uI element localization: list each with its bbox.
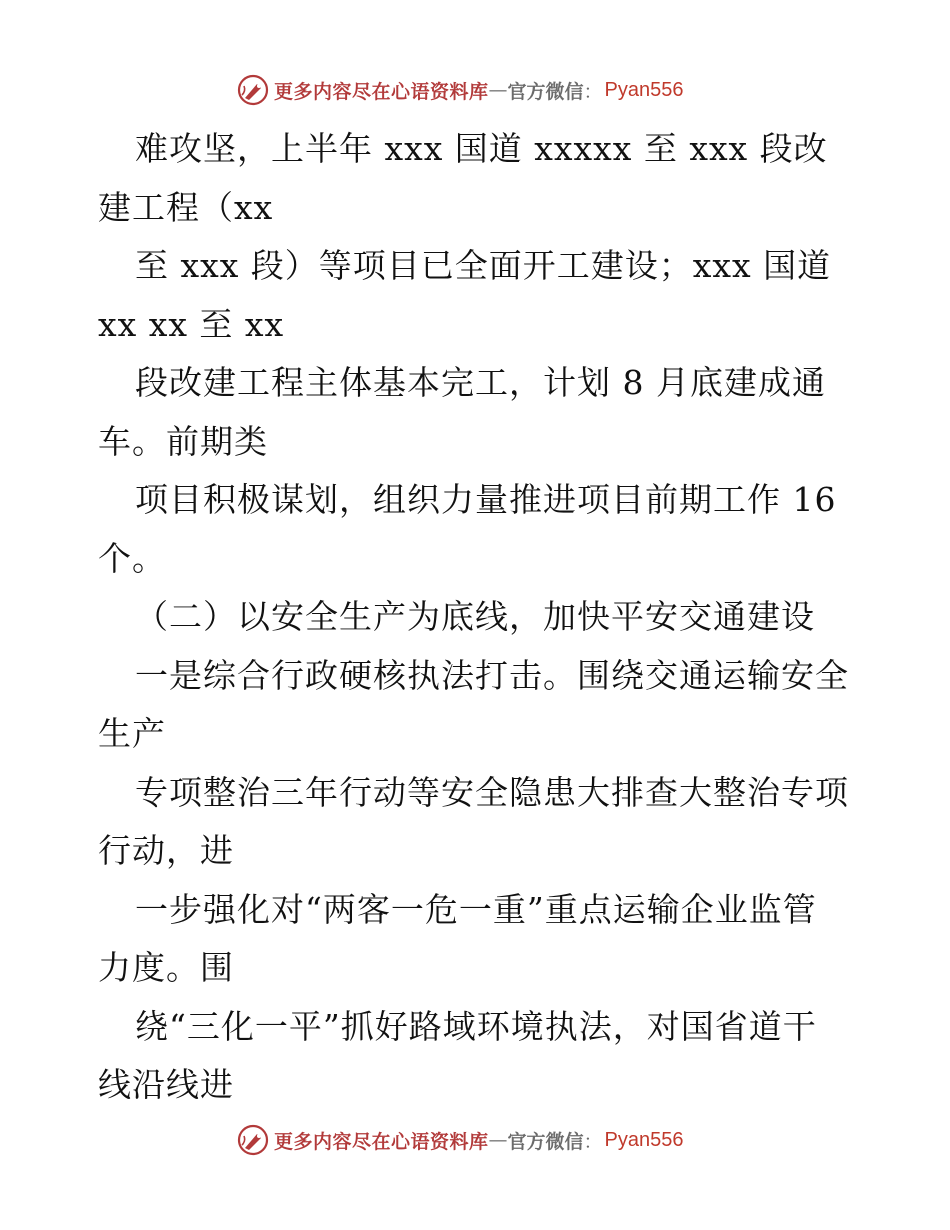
text-line: 生产	[98, 714, 166, 753]
watermark-colon: ：	[583, 80, 603, 103]
text-line: 绕“三化一平”抓好路域环境执法，对国省道干	[135, 1006, 817, 1046]
text-line: 项目积极谋划，组织力量推进项目前期工作 16	[135, 480, 837, 519]
watermark-account: Pyan556	[604, 1128, 684, 1151]
text-line: 一步强化对“两客一危一重”重点运输企业监管	[135, 889, 817, 929]
watermark-footer	[236, 1123, 684, 1157]
text-line: 专项整治三年行动等安全隐患大排查大整治专项	[135, 772, 849, 812]
text-line: 个。	[98, 538, 166, 578]
text-line: 线沿线进	[98, 1065, 234, 1104]
text-line: 难攻坚，上半年 xxx 国道 xxxxx 至 xxx 段改	[135, 129, 828, 168]
watermark-dash: —	[488, 1129, 508, 1151]
watermark-account: Pyan556	[604, 78, 684, 101]
section-heading: （二）以安全生产为底线，加快平安交通建设	[135, 597, 815, 636]
watermark-header	[236, 73, 684, 107]
text-line: 行动，进	[98, 831, 234, 870]
watermark-text: 更多内容尽在心语资料库	[274, 80, 489, 103]
text-line: 段改建工程主体基本完工，计划 8 月底建成通	[135, 363, 826, 402]
text-line: xx xx 至 xx	[98, 304, 285, 344]
text-line: 一是综合行政硬核执法打击。围绕交通运输安全	[135, 655, 849, 695]
text-line: 车。前期类	[98, 421, 268, 461]
watermark-colon: ：	[583, 1130, 603, 1153]
text-line: 至 xxx 段）等项目已全面开工建设；xxx 国道	[135, 246, 832, 285]
text-line: 力度。围	[98, 948, 234, 987]
pen-nib-logo-icon	[236, 1123, 270, 1157]
watermark-official-label: 官方微信	[507, 80, 584, 103]
text-line: 建工程（xx	[98, 187, 274, 227]
watermark-official-label: 官方微信	[507, 1130, 584, 1153]
watermark-text: 更多内容尽在心语资料库	[274, 1130, 489, 1153]
watermark-dash: —	[488, 79, 508, 101]
document-body	[98, 120, 858, 1115]
pen-nib-logo-icon	[236, 73, 270, 107]
